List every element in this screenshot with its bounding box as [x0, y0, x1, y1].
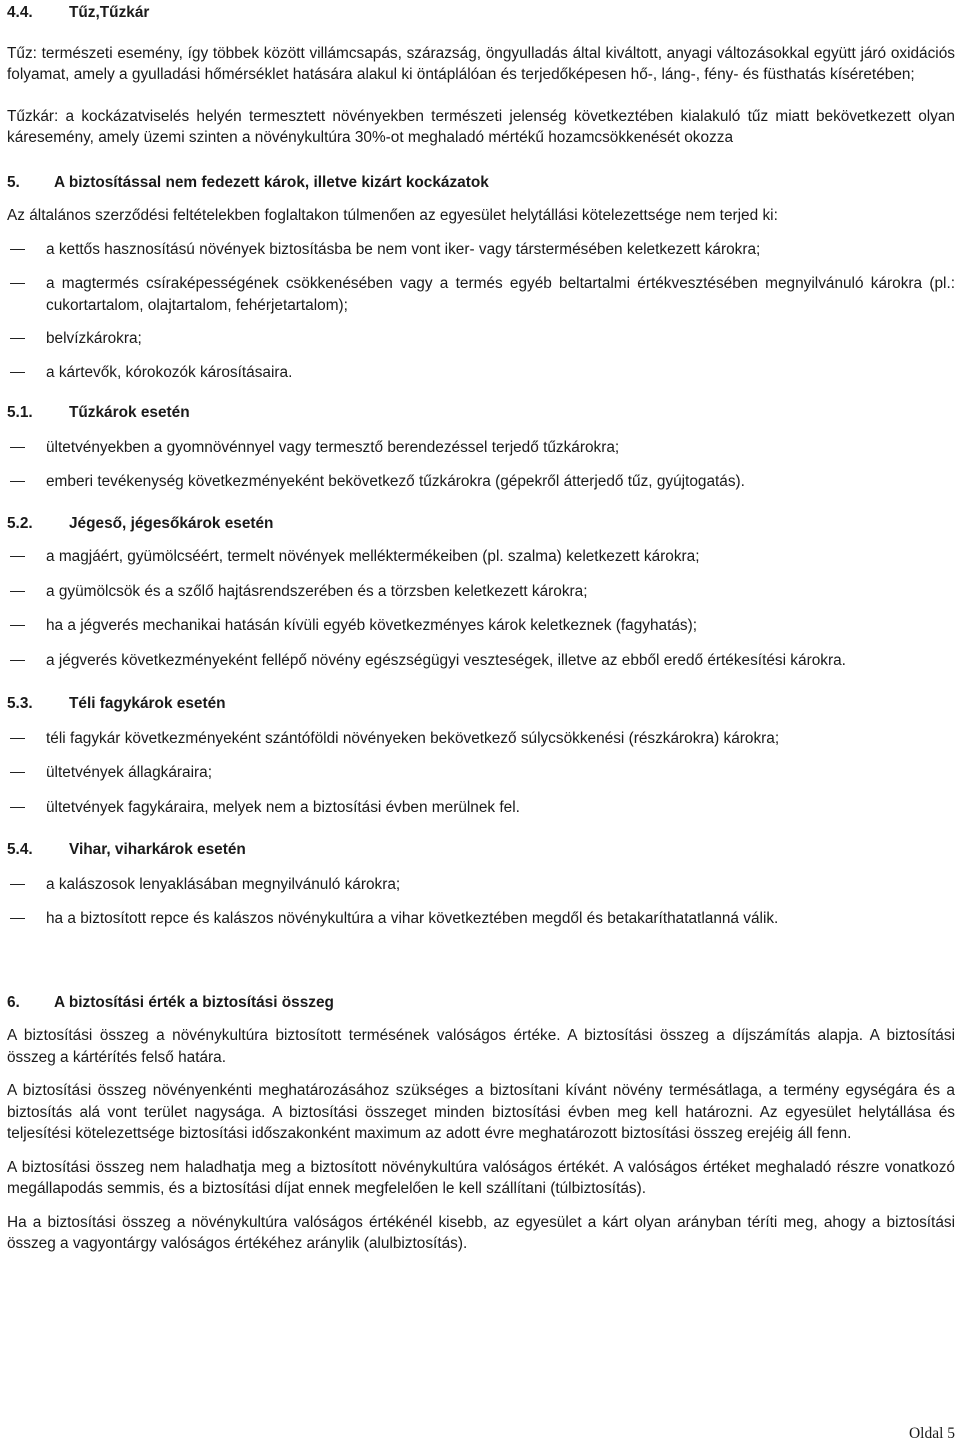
- list-item: a jégverés következményeként fellépő növény egészségügyi veszteségek, illetve az ebből eredő értékesítési károkra.: [7, 650, 955, 672]
- dash-bullet: [10, 738, 25, 739]
- section-heading-6: [7, 992, 960, 1014]
- list-item: a magjáért, gyümölcséért, termelt növények melléktermékeiben (pl. szalma) keletkezett károkra;: [7, 546, 955, 568]
- section-title: A biztosítási érték a biztosítási összeg: [54, 992, 334, 1014]
- section-number: 4.4.: [7, 2, 69, 24]
- section-title: A biztosítással nem fedezett károk, illetve kizárt kockázatok: [54, 172, 489, 194]
- dash-bullet: [10, 556, 25, 557]
- list-item: belvízkárokra;: [7, 328, 955, 350]
- paragraph-insured-sum-calculation: A biztosítási összeg növényenkénti meghatározásához szükséges a biztosítani kívánt növény termésátlaga, a termény egységára és a biztosítás alá vont terület nagysága. A biztosítási összeget minden biztosítási évben meg kell határozni. Az egyesület helytállása és teljesítési kötelezettsége biztosítási időszakonként maximum az adott évre meghatározott biztosítási összeg erejéig áll fenn.: [7, 1080, 955, 1145]
- dash-bullet: [10, 660, 25, 661]
- exclusion-list: [7, 239, 955, 384]
- dash-bullet: [10, 807, 25, 808]
- dash-bullet: [10, 591, 25, 592]
- list-item: ültetvények állagkáraira;: [7, 762, 955, 784]
- section-title: Vihar, viharkárok esetén: [69, 839, 246, 861]
- section-heading-4-4: [7, 2, 960, 24]
- section-title: Téli fagykárok esetén: [69, 693, 226, 715]
- section-number: 5.4.: [7, 839, 69, 861]
- list-item: a gyümölcsök és a szőlő hajtásrendszerében és a törzsben keletkezett károkra;: [7, 581, 955, 603]
- dash-bullet: [10, 447, 25, 448]
- list-item: ültetvényekben a gyomnövénnyel vagy termesztő berendezéssel terjedő tűzkárokra;: [7, 437, 955, 459]
- section-number: 5.2.: [7, 513, 69, 535]
- storm-exclusion-list: [7, 874, 955, 930]
- dash-bullet: [10, 372, 25, 373]
- dash-bullet: [10, 625, 25, 626]
- dash-bullet: [10, 249, 25, 250]
- section-heading-5-2: [7, 513, 960, 535]
- list-item: a kalászosok lenyaklásában megnyilvánuló károkra;: [7, 874, 955, 896]
- list-item: ha a biztosított repce és kalászos növénykultúra a vihar következtében megdől és betakaríthatatlanná válik.: [7, 908, 955, 930]
- section-title: Tűzkárok esetén: [69, 402, 190, 424]
- paragraph-insured-sum: A biztosítási összeg a növénykultúra biztosított termésének valóságos értéke. A biztosítási összeg a díjszámítás alapja. A biztosítási összeg a kártérítés felső határa.: [7, 1025, 955, 1068]
- list-item: ültetvények fagykáraira, melyek nem a biztosítási évben merülnek fel.: [7, 797, 955, 819]
- paragraph-fire-damage-definition: Tűzkár: a kockázatviselés helyén termesztett növényekben természeti jelenség következtében kialakuló tűz miatt bekövetkezett olyan káresemény, amely üzemi szinten a növénykultúra 30%-ot meghaladó mértékű hozamcsökkenését okozza: [7, 106, 955, 149]
- dash-bullet: [10, 283, 25, 284]
- section-heading-5-1: [7, 402, 960, 424]
- section-heading-5: [7, 172, 960, 194]
- section-number: 5.: [7, 172, 54, 194]
- list-item: a kettős hasznosítású növények biztosításba be nem vont iker- vagy társtermésében keletkezett károkra;: [7, 239, 955, 261]
- frost-exclusion-list: [7, 728, 955, 819]
- list-item: a magtermés csíraképességének csökkenésében vagy a termés egyéb beltartalmi értékvesztésében megnyilvánuló károkra (pl.: cukortartalom, olajtartalom, fehérjetartalom);: [7, 273, 955, 316]
- dash-bullet: [10, 481, 25, 482]
- section-number: 5.3.: [7, 693, 69, 715]
- dash-bullet: [10, 338, 25, 339]
- section-number: 6.: [7, 992, 54, 1014]
- section-heading-5-4: [7, 839, 960, 861]
- list-item: a kártevők, kórokozók károsításaira.: [7, 362, 955, 384]
- dash-bullet: [10, 884, 25, 885]
- dash-bullet: [10, 772, 25, 773]
- dash-bullet: [10, 918, 25, 919]
- document-page: [0, 2, 960, 1444]
- paragraph-exclusions-intro: Az általános szerződési feltételekben foglaltakon túlmenően az egyesület helytállási kötelezettsége nem terjed ki:: [7, 205, 955, 227]
- section-number: 5.1.: [7, 402, 69, 424]
- hail-exclusion-list: [7, 546, 955, 671]
- page-number: Oldal 5: [909, 1423, 955, 1444]
- paragraph-overinsurance: A biztosítási összeg nem haladhatja meg a biztosított növénykultúra valóságos értékét. A valóságos értéket meghaladó részre vonatkozó megállapodás semmis, és a biztosítási díjat ennek megfelelően le kell szállítani (túlbiztosítás).: [7, 1157, 955, 1200]
- section-title: Tűz,Tűzkár: [69, 2, 149, 24]
- fire-exclusion-list: [7, 437, 955, 493]
- section-title: Jégeső, jégesőkárok esetén: [69, 513, 273, 535]
- list-item: ha a jégverés mechanikai hatásán kívüli egyéb következményes károk keletkeznek (fagyhatás);: [7, 615, 955, 637]
- list-item: téli fagykár következményeként szántóföldi növényeken bekövetkező súlycsökkenési (részkárokra) károkra;: [7, 728, 955, 750]
- paragraph-underinsurance: Ha a biztosítási összeg a növénykultúra valóságos értékénél kisebb, az egyesület a kárt olyan arányban téríti meg, ahogy a biztosítási összeg a vagyontárgy valóságos értékéhez aránylik (alulbiztosítás).: [7, 1212, 955, 1255]
- list-item: emberi tevékenység következményeként bekövetkező tűzkárokra (gépekről átterjedő tűz, gyújtogatás).: [7, 471, 955, 493]
- section-heading-5-3: [7, 693, 960, 715]
- paragraph-fire-definition: Tűz: természeti esemény, így többek között villámcsapás, szárazság, öngyulladás által kiváltott, anyagi változásokkal együtt járó oxidációs folyamat, amely a gyulladási hőmérséklet hatására alakul ki öntáplálóan és terjedőképesen hő-, láng-, fény- és füsthatás kíséretében;: [7, 43, 955, 86]
